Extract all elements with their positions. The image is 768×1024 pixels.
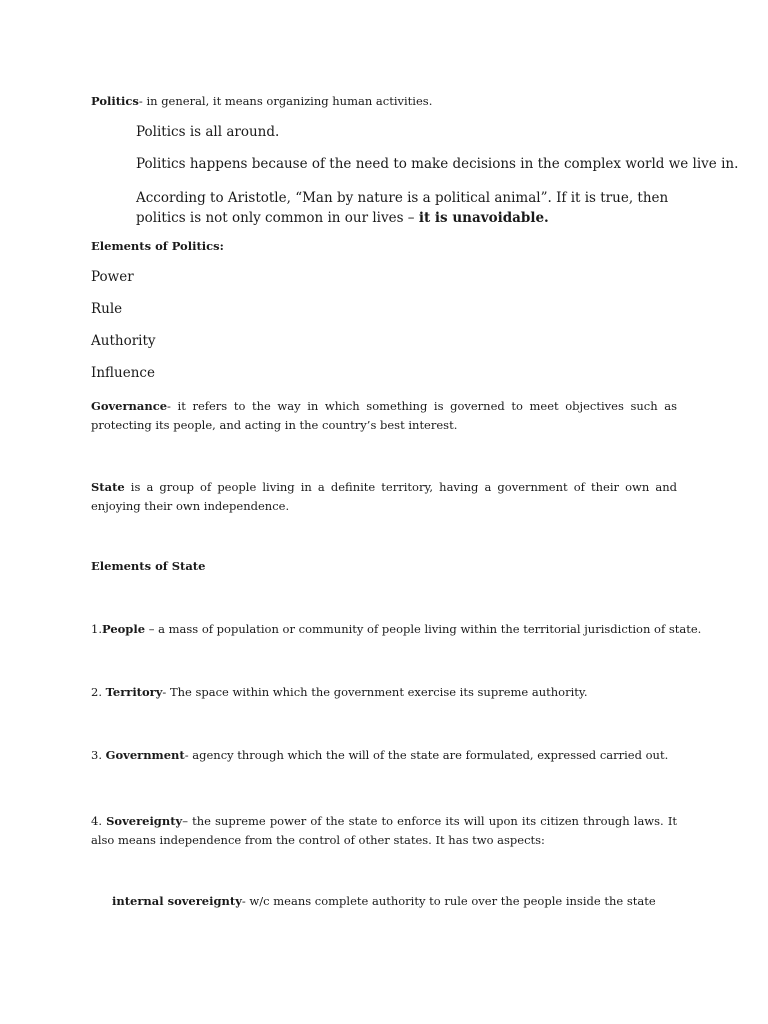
internal-sovereignty-term: internal sovereignty <box>112 894 242 908</box>
politics-point-1: Politics is all around. <box>136 124 280 140</box>
state-element-government: 3. Government- agency through which the will of the state are formulated, expressed carried out. <box>91 748 669 762</box>
state-element-sovereignty: 4. Sovereignty– the supreme power of the state to enforce its will upon its citizen through laws. It also means independence from the control of other states. It has two aspects: <box>91 814 677 847</box>
governance-definition <box>91 397 677 435</box>
elements-state-heading: Elements of State <box>91 559 206 573</box>
politics-term: Politics <box>91 94 139 108</box>
elements-politics-heading: Elements of Politics: <box>91 239 224 253</box>
element-authority: Authority <box>91 333 156 349</box>
state-definition <box>91 478 677 516</box>
element-power: Power <box>91 269 134 285</box>
politics-point-2: Politics happens because of the need to make decisions in the complex world we live in. <box>136 156 739 172</box>
governance-def: - it refers to the way in which something is governed to meet objectives such as protecting its people, and acting in the country’s best interest. <box>91 399 677 432</box>
politics-definition <box>91 94 432 109</box>
governance-term: Governance <box>91 399 168 413</box>
internal-sovereignty <box>112 894 656 909</box>
aristotle-text: According to Aristotle, “Man by nature is a political animal”. If it is true, then politics is not only common in our lives – <box>136 190 669 226</box>
aristotle-quote <box>136 188 681 228</box>
state-element-people: 1.People – a mass of population or community of people living within the territorial jurisdiction of state. <box>91 622 702 636</box>
state-def: is a group of people living in a definite territory, having a government of their own and enjoying their own independence. <box>91 480 677 513</box>
state-term: State <box>91 480 125 494</box>
element-rule: Rule <box>91 301 123 317</box>
element-influence: Influence <box>91 365 155 381</box>
state-element-territory: 2. Territory- The space within which the government exercise its supreme authority. <box>91 685 588 699</box>
politics-def: - in general, it means organizing human activities. <box>138 94 433 108</box>
internal-sovereignty-def: - w/c means complete authority to rule over the people inside the state <box>241 894 656 908</box>
aristotle-bold: it is unavoidable. <box>418 210 549 226</box>
